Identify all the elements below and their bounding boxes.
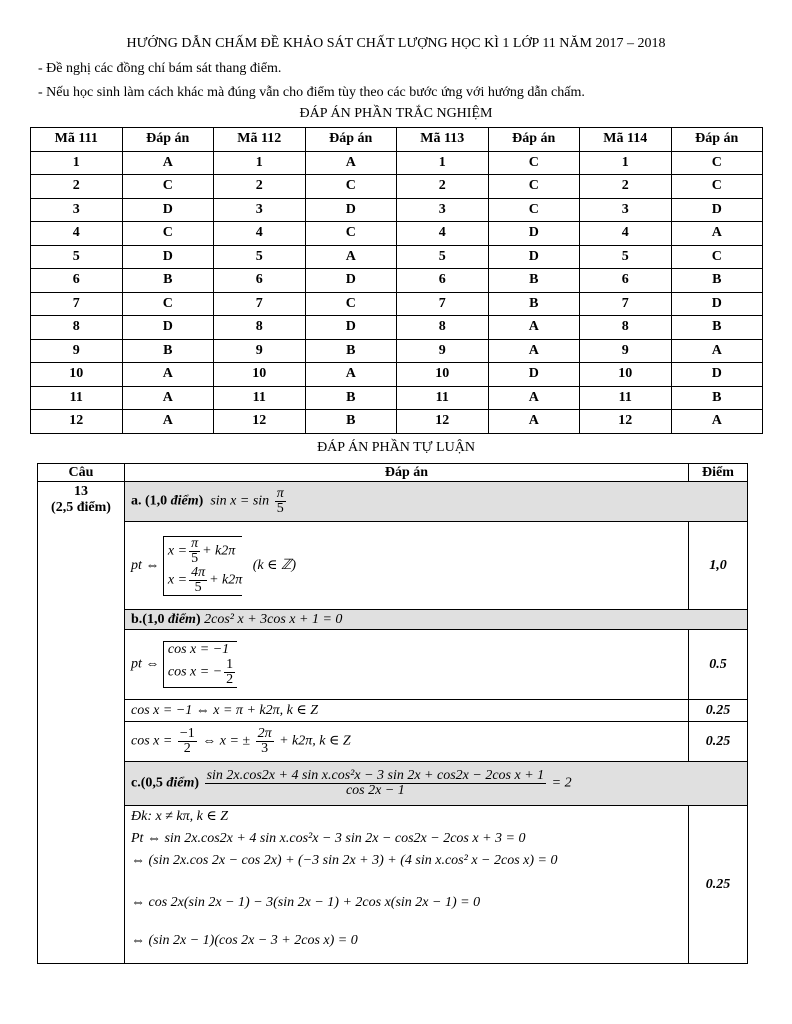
answer-cell: B: [671, 386, 763, 410]
mc-header-cell: Mã 113: [397, 128, 489, 152]
answer-cell: B: [305, 410, 397, 434]
question-number-cell: 10: [31, 363, 123, 387]
answer-cell: C: [122, 175, 214, 199]
table-row: [31, 316, 763, 340]
answer-cell: A: [488, 316, 580, 340]
answer-cell: A: [305, 245, 397, 269]
answer-cell: D: [488, 222, 580, 246]
question-number-cell: 5: [214, 245, 306, 269]
pi-over-5: $\frac{\pi}{5}$: [276, 486, 284, 516]
answer-cell: D: [305, 198, 397, 222]
table-row: [31, 386, 763, 410]
question-number-cell: 6: [214, 269, 306, 293]
question-number-cell: 10: [397, 363, 489, 387]
cases-brace: cos x = −1 cos x = − $\frac{1}{2}$: [163, 641, 237, 688]
answer-cell: D: [488, 245, 580, 269]
answer-cell: C: [488, 175, 580, 199]
question-number-cell: 9: [214, 339, 306, 363]
document-title: HƯỚNG DẪN CHẤM ĐỀ KHẢO SÁT CHẤT LƯỢNG HỌC KÌ 1 LỚP 11 NĂM 2017 – 2018: [126, 36, 666, 51]
part-a-solution: pt ⇔ x = $\frac{\pi}{5}$ + k2π x = $\frac{4\pi}{5}$ + k2π (k ∈ ℤ): [125, 522, 689, 610]
part-b-label: b.(1,0 điểm) 2cos² x + 3cos x + 1 = 0: [125, 610, 748, 630]
question-number-cell: 9: [580, 339, 672, 363]
answer-cell: D: [305, 269, 397, 293]
header-cau: Câu: [38, 464, 125, 482]
answer-cell: B: [122, 269, 214, 293]
answer-cell: A: [671, 222, 763, 246]
question-number-cell: 6: [580, 269, 672, 293]
mc-header-cell: Đáp án: [305, 128, 397, 152]
solution-brace: x = $\frac{\pi}{5}$ + k2π x = $\frac{4\pi}{5}$ + k2π: [163, 536, 242, 596]
question-number-cell: 2: [580, 175, 672, 199]
question-number-cell: 1: [214, 151, 306, 175]
table-row: [31, 269, 763, 293]
question-number-cell: 4: [580, 222, 672, 246]
answer-cell: C: [488, 198, 580, 222]
header-dap-an: Đáp án: [125, 464, 689, 482]
question-number-cell: 12: [214, 410, 306, 434]
question-number-cell: 12: [397, 410, 489, 434]
question-number-cell: 7: [31, 292, 123, 316]
question-number-cell: 5: [580, 245, 672, 269]
answer-cell: A: [488, 386, 580, 410]
part-a-label: a. (1,0 điểm) sin x = sin $\frac{\pi}{5}$: [125, 482, 748, 522]
part-b-cases-row: [38, 630, 748, 700]
answer-cell: D: [671, 198, 763, 222]
question-number-cell: 3: [214, 198, 306, 222]
table-row: [31, 245, 763, 269]
table-row: [31, 151, 763, 175]
part-b-cases: pt ⇔ cos x = −1 cos x = − $\frac{1}{2}$: [125, 630, 689, 700]
answer-cell: B: [671, 269, 763, 293]
question-cell: [38, 482, 125, 964]
part-b-line3: cos x = $\frac{-1}{2}$ ⇔ x = ± $\frac{2\pi}{3}$ + k2π, k ∈ Z: [125, 722, 689, 762]
mc-header-cell: Đáp án: [488, 128, 580, 152]
answer-cell: B: [488, 292, 580, 316]
answer-cell: C: [305, 175, 397, 199]
essay-section-title: ĐÁP ÁN PHẦN TỰ LUẬN: [317, 440, 475, 455]
answer-cell: D: [671, 292, 763, 316]
part-a-label-row: [38, 482, 748, 522]
question-number-cell: 6: [31, 269, 123, 293]
part-b-label-row: [38, 610, 748, 630]
question-number-cell: 5: [397, 245, 489, 269]
question-number-cell: 12: [580, 410, 672, 434]
answer-cell: B: [671, 316, 763, 340]
question-number-cell: 5: [31, 245, 123, 269]
part-a-score: 1,0: [689, 522, 748, 610]
part-b-line2-row: [38, 700, 748, 722]
question-number-cell: 8: [31, 316, 123, 340]
part-c-step2: ⇔ (sin 2x.cos 2x − cos 2x) + (−3 sin 2x + 3) + (4 sin x.cos² x − 2cos x) = 0: [131, 853, 558, 868]
answer-cell: B: [305, 339, 397, 363]
answer-cell: D: [122, 316, 214, 340]
answer-cell: A: [122, 151, 214, 175]
question-number-cell: 11: [214, 386, 306, 410]
answer-cell: C: [305, 222, 397, 246]
question-number-cell: 11: [580, 386, 672, 410]
question-number-cell: 8: [580, 316, 672, 340]
question-number-cell: 7: [397, 292, 489, 316]
answer-cell: A: [305, 363, 397, 387]
answer-cell: D: [122, 245, 214, 269]
part-c-solution: [125, 806, 689, 964]
question-number-cell: 4: [397, 222, 489, 246]
question-number-cell: 4: [214, 222, 306, 246]
question-number-cell: 2: [214, 175, 306, 199]
essay-header-row: [38, 464, 748, 482]
answer-cell: C: [122, 222, 214, 246]
multiple-choice-answer-table: [30, 127, 763, 434]
note-follow-scale: - Đề nghị các đồng chí bám sát thang điểm.: [38, 61, 282, 76]
part-b-score-1: 0.5: [689, 630, 748, 700]
part-c-step4: ⇔ (sin 2x − 1)(cos 2x − 3 + 2cos x) = 0: [131, 933, 358, 948]
mc-body: [31, 151, 763, 433]
answer-cell: C: [671, 151, 763, 175]
answer-cell: A: [122, 386, 214, 410]
question-number-cell: 11: [397, 386, 489, 410]
answer-cell: B: [122, 339, 214, 363]
table-row: [31, 339, 763, 363]
part-c-solution-row: [38, 806, 748, 964]
question-number-cell: 12: [31, 410, 123, 434]
answer-cell: B: [305, 386, 397, 410]
part-a-solution-row: [38, 522, 748, 610]
table-row: [31, 363, 763, 387]
mc-header-row: [31, 128, 763, 152]
question-number-cell: 11: [31, 386, 123, 410]
part-c-label-row: [38, 762, 748, 806]
question-number: 13: [74, 484, 88, 499]
answer-cell: D: [488, 363, 580, 387]
question-number-cell: 9: [397, 339, 489, 363]
answer-cell: B: [488, 269, 580, 293]
answer-cell: C: [671, 245, 763, 269]
mc-header-cell: Mã 112: [214, 128, 306, 152]
question-number-cell: 10: [214, 363, 306, 387]
answer-cell: A: [122, 410, 214, 434]
question-number-cell: 4: [31, 222, 123, 246]
mc-header-cell: Đáp án: [122, 128, 214, 152]
answer-cell: A: [671, 339, 763, 363]
answer-cell: C: [671, 175, 763, 199]
answer-cell: A: [305, 151, 397, 175]
question-number-cell: 9: [31, 339, 123, 363]
answer-cell: D: [671, 363, 763, 387]
question-number-cell: 3: [397, 198, 489, 222]
table-row: [31, 222, 763, 246]
header-diem: Điểm: [689, 464, 748, 482]
mc-header-cell: Mã 111: [31, 128, 123, 152]
part-c-score: 0.25: [689, 806, 748, 964]
answer-cell: D: [122, 198, 214, 222]
answer-cell: A: [488, 339, 580, 363]
answer-cell: D: [305, 316, 397, 340]
part-c-fraction: $\frac{\text{sin 2x.cos2x + 4 sin x.cos²x − 3 sin 2x + cos2x − 2cos x + 1}}{\cos 2x - 1}$: [206, 768, 545, 798]
part-c-step1: Pt ⇔ sin 2x.cos2x + 4 sin x.cos²x − 3 sin 2x − cos2x − 2cos x + 3 = 0: [131, 831, 526, 846]
part-b-line2: cos x = −1 ⇔ x = π + k2π, k ∈ Z: [125, 700, 689, 722]
part-c-step3: ⇔ cos 2x(sin 2x − 1) − 3(sin 2x − 1) + 2cos x(sin 2x − 1) = 0: [131, 895, 481, 910]
question-number-cell: 6: [397, 269, 489, 293]
question-number-cell: 3: [580, 198, 672, 222]
question-number-cell: 2: [31, 175, 123, 199]
question-number-cell: 1: [397, 151, 489, 175]
table-row: [31, 292, 763, 316]
answer-cell: C: [122, 292, 214, 316]
answer-cell: C: [305, 292, 397, 316]
part-b-score-2: 0.25: [689, 700, 748, 722]
mc-header-cell: Đáp án: [671, 128, 763, 152]
essay-answer-table: [37, 463, 748, 964]
answer-cell: A: [122, 363, 214, 387]
question-number-cell: 7: [580, 292, 672, 316]
answer-cell: C: [488, 151, 580, 175]
question-number-cell: 1: [31, 151, 123, 175]
table-row: [31, 198, 763, 222]
question-number-cell: 8: [397, 316, 489, 340]
answer-cell: A: [488, 410, 580, 434]
part-b-line3-row: [38, 722, 748, 762]
question-number-cell: 10: [580, 363, 672, 387]
question-number-cell: 2: [397, 175, 489, 199]
table-row: [31, 410, 763, 434]
part-b-score-3: 0.25: [689, 722, 748, 762]
question-number-cell: 1: [580, 151, 672, 175]
note-alternative-method: - Nếu học sinh làm cách khác mà đúng vẫn cho điểm tùy theo các bước ứng với hướng dẫn chấm.: [38, 85, 585, 100]
question-points: (2,5 điểm): [51, 500, 111, 515]
table-row: [31, 175, 763, 199]
answer-cell: A: [671, 410, 763, 434]
question-number-cell: 3: [31, 198, 123, 222]
question-number-cell: 8: [214, 316, 306, 340]
question-number-cell: 7: [214, 292, 306, 316]
part-c-condition: Đk: x ≠ kπ, k ∈ Z: [131, 809, 228, 824]
mc-header-cell: Mã 114: [580, 128, 672, 152]
mc-section-title: ĐÁP ÁN PHẦN TRẮC NGHIỆM: [299, 106, 493, 121]
part-c-label: c.(0,5 điểm) $\frac{\text{sin 2x.cos2x + 4 sin x.cos²x − 3 sin 2x + cos2x − 2cos x + 1}}{\cos 2x - 1}$ = 2: [125, 762, 748, 806]
